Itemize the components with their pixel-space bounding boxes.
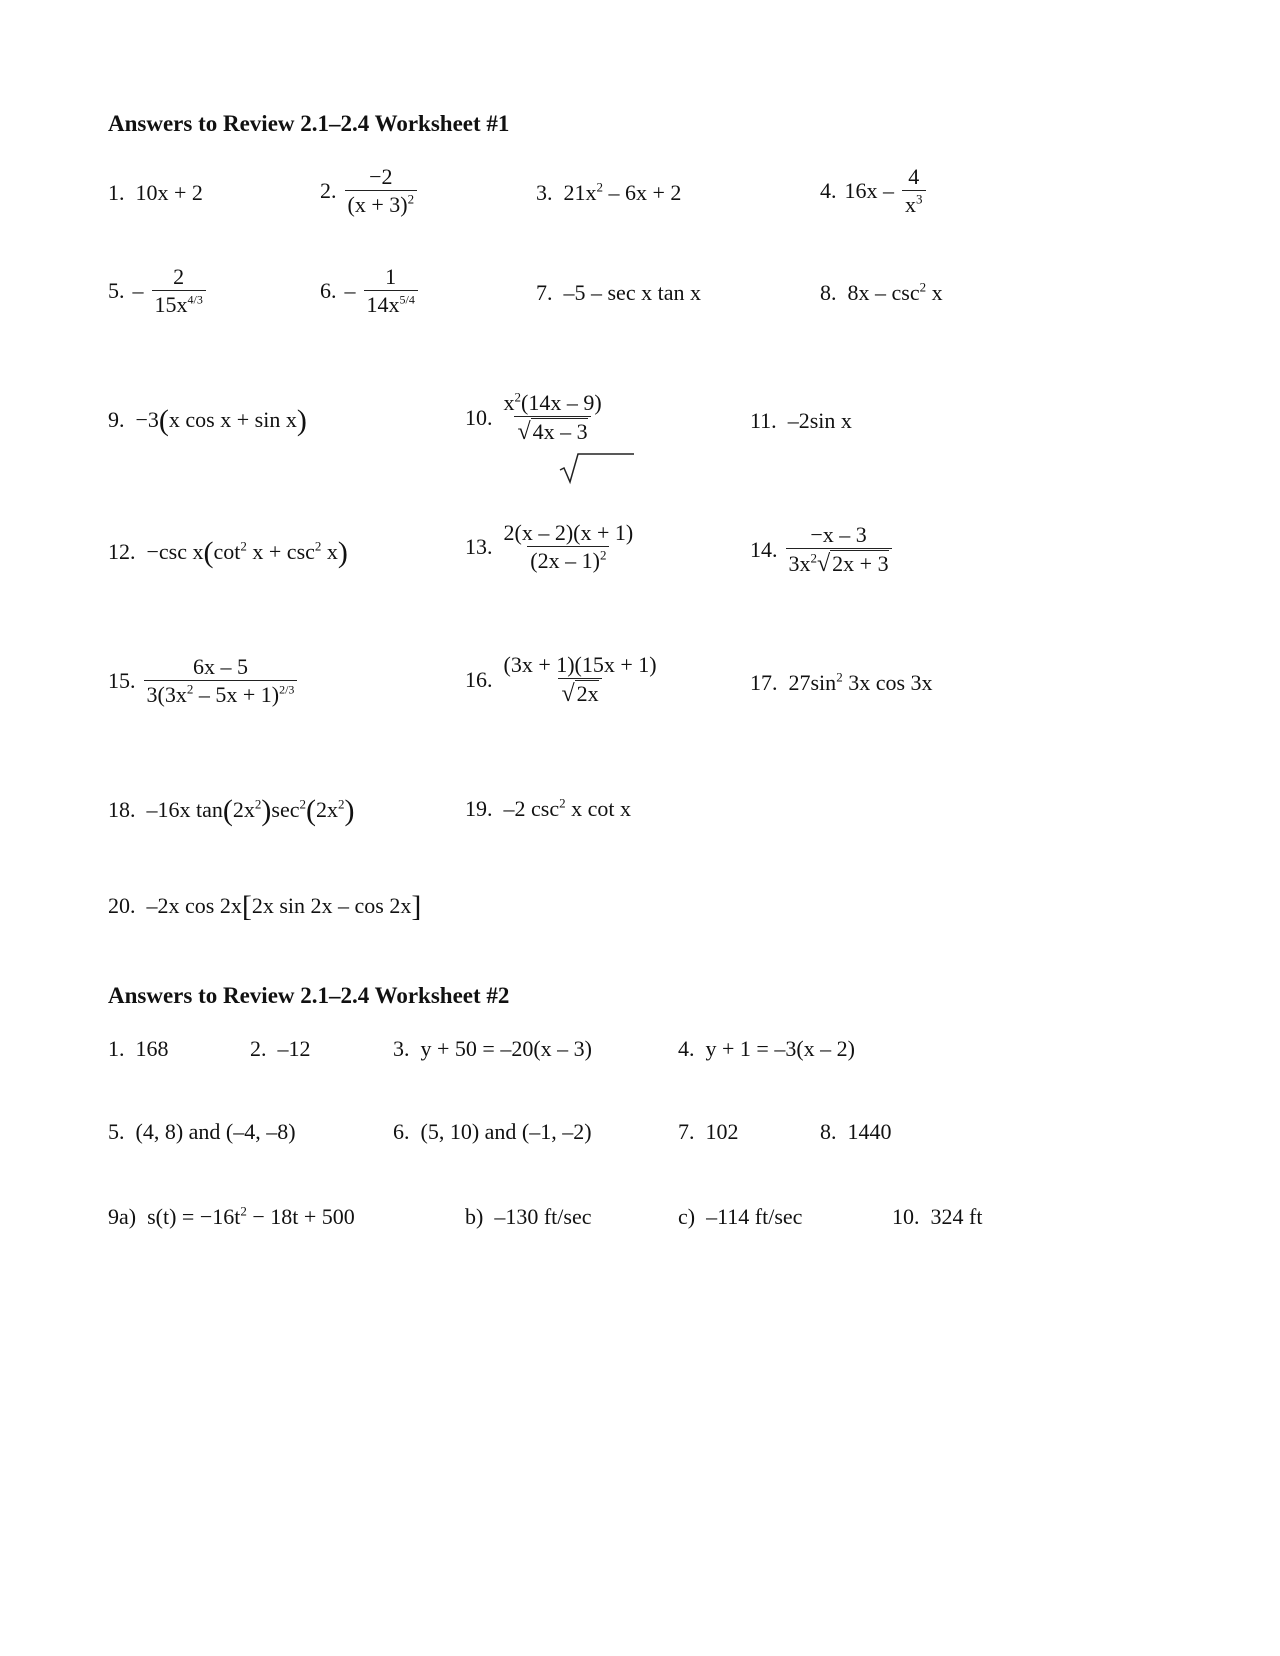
numerator: $x^2(14x - 9)$ — [503, 389, 602, 415]
answer-2 — [320, 166, 417, 216]
answer-number: 20. — [108, 893, 136, 918]
fraction — [364, 266, 418, 316]
ws2-answer-4: 4. y + 1 = –3(x – 2) — [678, 1036, 855, 1061]
answer-number: 5. — [108, 278, 125, 303]
answer-11 — [750, 410, 852, 432]
answer-number: 3. — [536, 180, 553, 205]
fraction — [501, 522, 637, 572]
denominator: √4x – 3 — [514, 416, 590, 444]
numerator: 4 — [908, 164, 920, 189]
answer-number: 14. — [750, 537, 778, 562]
answer-number: 4. — [820, 178, 837, 203]
answer-10 — [465, 389, 605, 445]
answer-17: 17. $27\sin^2$ 3x cos 3x — [750, 669, 933, 695]
answer-18: 18. –16x $\tan(2x^2)\sec^2(2x^2)$ — [108, 794, 355, 827]
numerator: 2 — [173, 264, 185, 289]
answer-13 — [465, 522, 636, 572]
numerator: −x – 3 — [810, 522, 867, 547]
answer-number: 1. — [108, 180, 125, 205]
ws2-answer-6: 6. (5, 10) and (–1, –2) — [393, 1119, 592, 1144]
fraction — [902, 166, 926, 216]
answer-1 — [108, 182, 203, 204]
numerator: 2(x – 2)(x + 1) — [503, 520, 634, 545]
worksheet-1-title: Answers to Review 2.1–2.4 Worksheet #1 — [108, 111, 510, 136]
denominator: $3x^2√2x + 3$ — [786, 548, 892, 576]
answer-number: 11. — [750, 408, 777, 433]
answer-number: 13. — [465, 534, 493, 559]
answer-lead: 16x – — [844, 178, 894, 203]
answer-number: 2. — [320, 178, 337, 203]
answer-number: 12. — [108, 539, 136, 564]
fraction — [345, 166, 418, 216]
fraction — [786, 524, 892, 576]
numerator: 6x – 5 — [192, 654, 248, 679]
fraction — [152, 266, 206, 316]
numerator: 1 — [385, 264, 397, 289]
answer-5 — [108, 266, 206, 316]
answer-number: 7. — [536, 280, 553, 305]
answer-number: 15. — [108, 668, 136, 693]
answer-number: 9. — [108, 407, 125, 432]
denominator: (2x – 1)$^2$ — [527, 546, 609, 572]
answer-14 — [750, 524, 892, 576]
ws2-answer-10: 10. 324 ft — [892, 1204, 983, 1229]
answer-expression: –5 – sec x tan x — [563, 280, 701, 305]
answer-number: 18. — [108, 797, 136, 822]
ws2-answer-8: 8. 1440 — [820, 1119, 892, 1144]
answer-15 — [108, 656, 297, 706]
answer-expression: –2sin x — [787, 408, 852, 433]
answer-number: 6. — [320, 278, 337, 303]
answer-16 — [465, 654, 660, 706]
ws2-answer-1: 1. 168 — [108, 1036, 169, 1061]
answer-19: 19. –2 $\csc^2 x$ cot x — [465, 795, 631, 821]
denominator: $3(3x^2 - 5x + 1)^{2/3}$ — [144, 680, 298, 706]
sign: – — [344, 278, 356, 303]
answer-3: 3. $21x^2 - 6x + 2$ — [536, 179, 682, 205]
denominator: $15x^{4/3}$ — [152, 290, 206, 316]
stray-radical-mark — [558, 452, 638, 486]
ws2-answer-2: 2. –12 — [250, 1036, 311, 1061]
answer-4 — [820, 166, 926, 216]
answer-number: 16. — [465, 667, 493, 692]
fraction — [501, 389, 605, 445]
fraction — [501, 654, 660, 706]
ws2-answer-3: 3. y + 50 = –20(x – 3) — [393, 1036, 592, 1061]
denominator: $14x^{5/4}$ — [364, 290, 418, 316]
worksheet-2-title: Answers to Review 2.1–2.4 Worksheet #2 — [108, 983, 510, 1008]
answer-7 — [536, 282, 701, 304]
answer-6 — [320, 266, 418, 316]
numerator: −2 — [369, 164, 393, 189]
ws2-answer-9b: b) –130 ft/sec — [465, 1204, 592, 1229]
answer-8: 8. $8x - \csc^2 x$ — [820, 279, 943, 305]
answer-number: 19. — [465, 796, 493, 821]
answer-number: 8. — [820, 280, 837, 305]
answer-number: 10. — [465, 405, 493, 430]
sign: – — [132, 278, 144, 303]
answer-number: 17. — [750, 670, 778, 695]
fraction — [144, 656, 298, 706]
denominator: $x^3$ — [902, 190, 926, 216]
ws2-answer-9c: c) –114 ft/sec — [678, 1204, 803, 1229]
ws2-answer-9a: 9a) $s(t) = -16t^2 - 18t + 500$ — [108, 1203, 355, 1229]
ws2-answer-5: 5. (4, 8) and (–4, –8) — [108, 1119, 296, 1144]
answer-20: 20. –2x cos 2x[2x sin 2x – cos 2x] — [108, 890, 422, 923]
answer-9: 9. −3(x cos x + sin x) — [108, 404, 307, 437]
ws2-answer-7: 7. 102 — [678, 1119, 739, 1144]
answer-12: 12. −csc $x(\cot^2$ $x + \csc^2 x$) — [108, 536, 348, 569]
answer-expression: 10x + 2 — [135, 180, 203, 205]
denominator: $(x + 3)^2$ — [345, 190, 418, 216]
denominator: √2x — [558, 678, 601, 706]
numerator: (3x + 1)(15x + 1) — [503, 652, 657, 677]
